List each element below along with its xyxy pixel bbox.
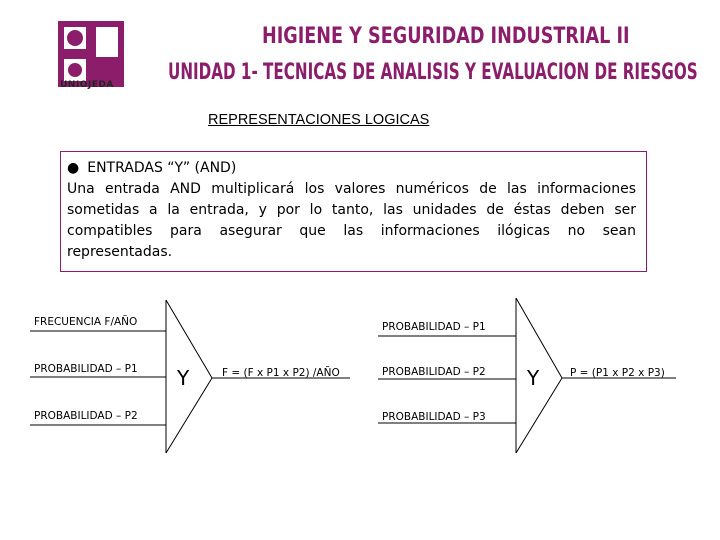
unit-title: UNIDAD 1- TECNICAS DE ANALISIS Y EVALUACION DE RIESGOS: [168, 60, 698, 85]
box-heading: ENTRADAS “Y” (AND): [87, 160, 237, 176]
bullet-icon: ●: [67, 160, 80, 176]
gate2-input-1: PROBABILIDAD – P1: [382, 321, 486, 333]
gate1-symbol: Y: [177, 366, 190, 390]
box-heading-row: [67, 158, 636, 179]
logo-text: UNIOJEDA: [60, 80, 114, 90]
and-gate-description-box: [60, 151, 647, 272]
gate1-input-1: FRECUENCIA F/AÑO: [34, 316, 138, 328]
gate2-symbol: Y: [527, 366, 540, 390]
section-title: REPRESENTACIONES LOGICAS: [208, 112, 430, 128]
gate2-output: P = (P1 x P2 x P3): [570, 367, 665, 379]
gate1-input-2: PROBABILIDAD – P1: [34, 363, 138, 375]
logic-diagrams: [0, 290, 720, 540]
gate1-output: F = (F x P1 x P2) /AÑO: [222, 367, 340, 379]
gate2-input-2: PROBABILIDAD – P2: [382, 366, 486, 378]
gate2-input-3: PROBABILIDAD – P3: [382, 411, 486, 423]
box-body: Una entrada AND multiplicará los valores numéricos de las informaciones sometidas a la entrada, y por lo tanto, las unidades de éstas deben ser compatibles para asegurar que las informaciones ilógicas no sean representadas.: [67, 181, 636, 260]
gate1-input-3: PROBABILIDAD – P2: [34, 410, 138, 422]
course-title: HIGIENE Y SEGURIDAD INDUSTRIAL II: [262, 24, 630, 49]
